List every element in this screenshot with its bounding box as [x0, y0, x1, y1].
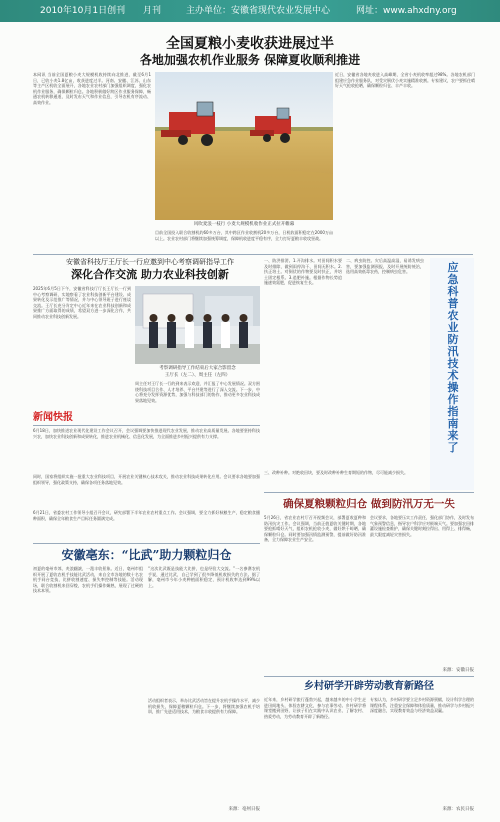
- harvester-photo-caption: 风吹麦浪一枝行 小麦大规模机收作业正式拉开帷幕: [193, 222, 295, 227]
- masthead-frequency: 月刊: [143, 6, 162, 16]
- article3-body: 初夏的亳州市郊，麦浪翻滚，一派丰收景象。近日，亳州市组织开展了夏收农机手技能比武活动，来自全市各地的数十名农机手同台竞技，比拼收割速度、损失率控制等技能。活动现场，联合收割机来回穿梭，农机手们操作娴熟，展现了过硬的技术本领。: [33, 566, 143, 594]
- article5-source: 来源：农民日报: [442, 807, 474, 812]
- masthead-banner: [0, 0, 500, 22]
- article3-title: 安徽亳东：“比武”助力颗粒归仓: [61, 548, 232, 562]
- article2-kicker: 安徽省科技厅王厅长一行应邀到中心考察调研指导工作: [66, 258, 234, 266]
- article5-title: 乡村研学开辟劳动教育新路径: [304, 681, 434, 692]
- masthead-date: 2010年10月1日创刊: [40, 6, 126, 16]
- article2-body-2: 周主任对王厅长一行的到来表示欢迎，并汇报了中心发展情况。双方围绕科技项目合作、人才培养、平台共建等进行了深入交流。下一步，中心将充分发挥资源优势，加强与科技部门的协作，推动更多农业科技成果落地见效。: [135, 381, 260, 403]
- group-photo-names: 王厅长（左二）、周主任（左四）: [164, 373, 231, 378]
- lead-title: 全国夏粮小麦收获进展过半: [166, 36, 334, 52]
- section-divider-2: [33, 543, 260, 544]
- masthead-website[interactable]: 网址：www.ahxdny.org: [356, 6, 457, 16]
- news-divider: [33, 425, 260, 426]
- group-photo-caption: 考察调研指导工作结束后大家合影留念: [159, 366, 236, 371]
- section-divider-3: [264, 492, 474, 493]
- lead-subtitle: 各地加强农机作业服务 保障夏收顺利推进: [139, 53, 361, 67]
- article4-source: 来源：安徽日报: [442, 668, 474, 673]
- masthead-sponsor: 主办单位：安徽省现代农业发展中心: [186, 6, 331, 16]
- mid-column-text: 一、防洪排涝。1.开沟排水。对田间积水要及时排除，做到雨停沟干、田间无积水。2.扶正培土。对倒伏的作物要及时扶正，并培土固定根系。3.追肥补施。根据作物长势追施速效氮肥，促进恢复生长。: [264, 258, 342, 286]
- mid-column-text-2: 二、病虫防控。灾后高温高湿，易诱发病虫害，要加强监测预报，及时开展统防统治，选用高效低毒农药，控制病虫危害。: [346, 258, 424, 275]
- article3-body-2: “这次比武既是技能大比拼，也是经验大交流。”一名参赛农机手说，通过比武，自己学到了很多降低机收损失的方法。据了解，亳州市今年小麦种植面积稳定，预计机收率达到99%以上。: [148, 566, 260, 588]
- news-body: 6月18日，加快推进农业现代化建设工作会议召开，会议强调要加快推进现代农业发展，推动农业高质量发展。各地要坚持科技兴农，加快农业科技创新和成果转化，推进农业机械化、信息化发展，为全面推进乡村振兴提供有力支撑。: [33, 428, 260, 439]
- article2-title: 深化合作交流 助力农业科技创新: [71, 268, 229, 281]
- lead-column-1: 本网讯 当前全国夏粮小麦大规模机收持续向北推进，截至6月1日，已收小麦1.8亿亩，收获进度过半。河南、安徽、江苏、山东等主产区机收全面展开，各地农业农村部门加强组织调度，强化农机作业服务，确保颗粒归仓。各地积极做好跨区作业服务保障，畅通农机转移通道，及时发布天气和作业信息，引导农机有序流动、高效作业。: [33, 72, 151, 105]
- article2-body: 2025年6月5日下午，安徽省科技厅厅长王厅长一行到中心考察调研，实地察看了农业科技创新平台建设、成果转化及示范推广等情况，并与中心领导班子进行座谈交流。王厅长充分肯定中心近年来在农业科技创新和成果推广方面取得的成绩，希望双方进一步深化合作，共同推动农业科技创新发展。: [33, 286, 131, 319]
- sidebar-vertical-title: 应急科普 农业防汛技术操作指南来了: [447, 261, 459, 454]
- article5-body: 近年来，乡村研学旅行蓬勃兴起，越来越多的中小学生走进田间地头，体验农耕文化，参与农事劳动。乡村研学将课堂搬到田野，让孩子们在实践中认识农业、了解农村、热爱劳动，为劳动教育开辟了新路径。: [264, 697, 366, 719]
- article4-body-2: 会议要求，各地要压实工作责任，强化部门协作，及时发布气象预警信息，指导农户科学应对极端天气。要加强农田排灌设施检查维护，确保关键时刻拉得出、用得上、排得畅，最大限度减轻灾害损失。: [370, 515, 474, 537]
- mid-column-text-3: 三、改种补种。对绝收田块，要及时改种补种生育期短的作物，尽可能减少损失。: [264, 470, 408, 475]
- news-heading: 新闻快报: [33, 412, 73, 423]
- article3-body-3: 活动组织者表示，举办比武活动旨在提升农机手操作水平，减少机收损失，保障夏粮颗粒归仓。下一步，将继续加强农机手培训，推广先进适用技术，为粮食丰收提供有力保障。: [148, 698, 260, 715]
- harvester-photo: [155, 72, 333, 220]
- article3-source: 来源：亳州日报: [228, 807, 260, 812]
- article5-body-2: 专家认为，乡村研学要立足乡村资源禀赋，设计科学合理的课程体系，注重安全保障和体验质量，推动研学与乡村振兴深度融合，实现教育效益与经济效益双赢。: [370, 697, 474, 714]
- section-divider-4: [264, 676, 474, 677]
- news-body-3: 6月21日，省委农村工作领导小组召开会议，研究部署下半年农业农村重点工作。会议强调，要全力抓好秋粮生产，稳定粮食播种面积，确保全年粮食生产目标任务圆满完成。: [33, 510, 260, 521]
- group-photo: [135, 286, 260, 364]
- section-divider: [33, 254, 473, 255]
- news-body-2: 同时，国家将组织实施一批重大农业科技项目，开展农业关键核心技术攻关，推动农业科技成果转化应用。会议要求各地要加强组织领导，强化政策支持，确保各项任务落地见效。: [33, 474, 260, 485]
- lead-column-4: 近日，安徽省各地麦收进入高峰期，全省小麦机收率超过98%。各地农机部门组建应急作业服务队，对受灾倒伏小麦实施精准收割。专家建议，农户要抓住晴好天气抢收抢晒，确保颗粒归仓、丰产丰收。: [335, 72, 475, 89]
- article4-body: 5月26日，省农业农村厅召开视频会议，部署夏收夏种和防汛抗灾工作。会议强调，当前正值夏收关键时期，各地要抢抓晴好天气，组织农机抢收小麦，做好烘干晾晒，确保颗粒归仓。同时要加强汛情监测预警，提前做好防汛准备，全力保障农业生产安全。: [264, 515, 366, 543]
- lead-column-3: 目前全国投入联合收割机约60多万台，其中跨区作业收割机20多万台，日机收面积稳定在2000万亩以上。农业农村部门将继续加强统筹调度，保障机收进度平稳有序，全力打好夏粮丰收攻坚战。: [155, 230, 333, 241]
- article4-title: 确保夏粮颗粒归仓 做到防汛万无一失: [283, 498, 455, 510]
